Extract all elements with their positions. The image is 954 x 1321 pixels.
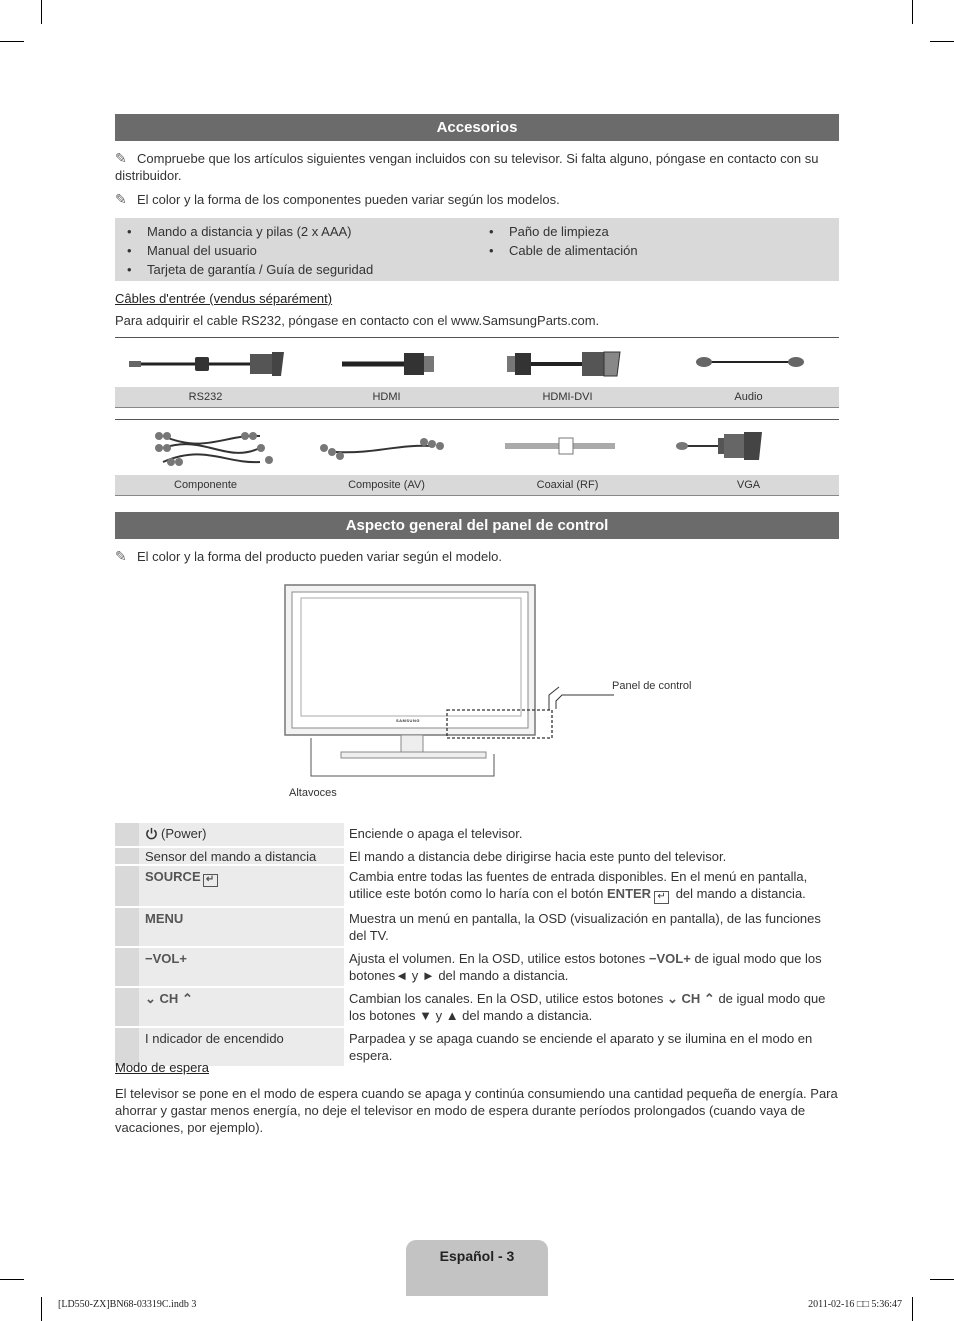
- cable-label: Coaxial (RF): [536, 479, 599, 491]
- crop-mark: [41, 0, 42, 24]
- control-panel-leader-line: [555, 680, 615, 710]
- crop-mark: [930, 41, 954, 42]
- crop-mark: [0, 1279, 24, 1280]
- control-key-menu: MENU: [139, 908, 344, 946]
- control-desc: El mando a distancia debe dirigirse hacia este punto del televisor.: [349, 849, 727, 864]
- cable-labels-row-2: [115, 475, 839, 496]
- crop-mark: [0, 41, 24, 42]
- cable-row-divider: [115, 337, 839, 338]
- print-timestamp: 2011-02-16 □□ 5:36:47: [808, 1299, 902, 1310]
- table-row: [115, 948, 839, 986]
- list-item: • Tarjeta de garantía / Guía de seguridad: [115, 260, 373, 279]
- file-info: [LD550-ZX]BN68-03319C.indb 3: [58, 1299, 197, 1310]
- list-item: • Mando a distancia y pilas (2 x AAA): [115, 222, 373, 241]
- cables-heading: Câbles d'entrée (vendus séparément): [115, 291, 333, 306]
- composite-cable-icon: [296, 424, 477, 474]
- minus-icon: −: [648, 951, 657, 966]
- page-number-tab: Español - 3: [406, 1240, 548, 1296]
- crop-mark: [912, 1297, 913, 1321]
- cable-images-row-2: [115, 424, 839, 474]
- control-desc: Ajusta el volumen. En la OSD, utilice estos botones −VOL+ de igual modo que los botones◄ y ► del mando a distancia.: [349, 951, 822, 983]
- power-icon: [145, 827, 158, 840]
- tv-diagram: [283, 583, 563, 783]
- panel-title: Aspecto general del panel de control: [115, 512, 839, 539]
- samsung-logo: SAMSUNG: [396, 718, 420, 723]
- control-key-power-indicator: I ndicador de encendido: [139, 1028, 344, 1066]
- table-row: [115, 823, 839, 846]
- accessories-list: [115, 218, 839, 281]
- standby-text: El televisor se pone en el modo de espera cuando se apaga y continúa consumiendo una cantidad pequeña de energía. Para ahorrar y gastar menos energía, no deje el televisor en modo de espera durante períodos prolongados (cuando vaya de vacaciones, por ejemplo).: [115, 1086, 838, 1135]
- cable-label: RS232: [188, 391, 223, 403]
- speakers-label: Altavoces: [289, 787, 337, 799]
- accessories-title: Accesorios: [115, 114, 839, 141]
- cable-label: HDMI-DVI: [542, 391, 593, 403]
- component-cable-icon: [115, 424, 296, 474]
- cable-row-divider: [115, 419, 839, 420]
- crop-mark: [930, 1279, 954, 1280]
- control-key-volume: −VOL+: [139, 948, 344, 986]
- control-desc: Enciende o apaga el televisor.: [349, 826, 523, 841]
- crop-mark: [41, 1297, 42, 1321]
- crop-mark: [912, 0, 913, 24]
- cable-labels-row-1: [115, 387, 839, 408]
- source-enter-icon: ↵: [654, 891, 669, 904]
- control-panel-label: Panel de control: [612, 680, 692, 692]
- control-key-power: (Power): [139, 823, 344, 846]
- rs232-cable-icon: [115, 342, 296, 386]
- chevron-down-icon: ⌄: [145, 991, 156, 1006]
- chevron-down-icon: ⌄: [666, 991, 678, 1006]
- cable-label: Audio: [734, 391, 763, 403]
- minus-icon: −: [145, 951, 153, 966]
- control-desc: Cambian los canales. En la OSD, utilice estos botones ⌄ CH ⌃ de igual modo que los botones ▼ y ▲ del mando a distancia.: [349, 991, 826, 1023]
- note-pencil-icon: ✎: [115, 548, 127, 564]
- panel-note: ✎ El color y la forma del producto pueden variar según el modelo.: [115, 548, 502, 564]
- cable-label: VGA: [736, 479, 761, 491]
- control-desc: Muestra un menú en pantalla, la OSD (visualización en pantalla), de las funciones del TV.: [349, 911, 821, 943]
- control-key-source: SOURCE ↵: [139, 866, 344, 906]
- control-key-sensor: Sensor del mando a distancia: [139, 848, 344, 864]
- control-desc: Parpadea y se apaga cuando se enciende el aparato y se ilumina en el modo en espera.: [349, 1031, 813, 1063]
- list-item: • Paño de limpieza: [477, 222, 638, 241]
- note-pencil-icon: ✎: [115, 150, 127, 166]
- control-table: [115, 823, 839, 1068]
- cable-label: Composite (AV): [348, 479, 425, 491]
- list-item: • Cable de alimentación: [477, 241, 638, 260]
- audio-cable-icon: [658, 342, 839, 386]
- plus-icon: +: [683, 951, 691, 966]
- table-row: [115, 848, 839, 864]
- table-row: [115, 1028, 839, 1066]
- table-row: [115, 908, 839, 946]
- chevron-up-icon: ⌃: [181, 991, 193, 1006]
- control-key-channel: ⌄ CH ⌃: [139, 988, 344, 1026]
- accessories-note-2: ✎ El color y la forma de los componentes pueden variar según los modelos.: [115, 191, 560, 207]
- cable-images-row-1: [115, 342, 839, 386]
- control-desc: Cambia entre todas las fuentes de entrada disponibles. En el menú en pantalla, utilice este botón como lo haría con el botón ENTER ↵ del mando a distancia.: [349, 869, 808, 902]
- standby-heading: Modo de espera: [115, 1060, 209, 1075]
- cable-label: HDMI: [372, 391, 401, 403]
- accessories-note-1: ✎ Compruebe que los artículos siguientes vengan incluidos con su televisor. Si falta alguno, póngase en contacto con su distribuidor.: [115, 150, 819, 183]
- chevron-up-icon: ⌃: [703, 991, 715, 1006]
- table-row: [115, 988, 839, 1026]
- hdmi-dvi-cable-icon: [477, 342, 658, 386]
- list-item: • Manual del usuario: [115, 241, 373, 260]
- cables-text: Para adquirir el cable RS232, póngase en contacto con el www.SamsungParts.com.: [115, 313, 600, 328]
- vga-cable-icon: [658, 424, 839, 474]
- note-pencil-icon: ✎: [115, 191, 127, 207]
- cable-label: Componente: [174, 479, 237, 491]
- hdmi-cable-icon: [296, 342, 477, 386]
- table-row: [115, 866, 839, 906]
- source-enter-icon: ↵: [203, 874, 218, 887]
- coaxial-cable-icon: [477, 424, 658, 474]
- plus-icon: +: [179, 951, 187, 966]
